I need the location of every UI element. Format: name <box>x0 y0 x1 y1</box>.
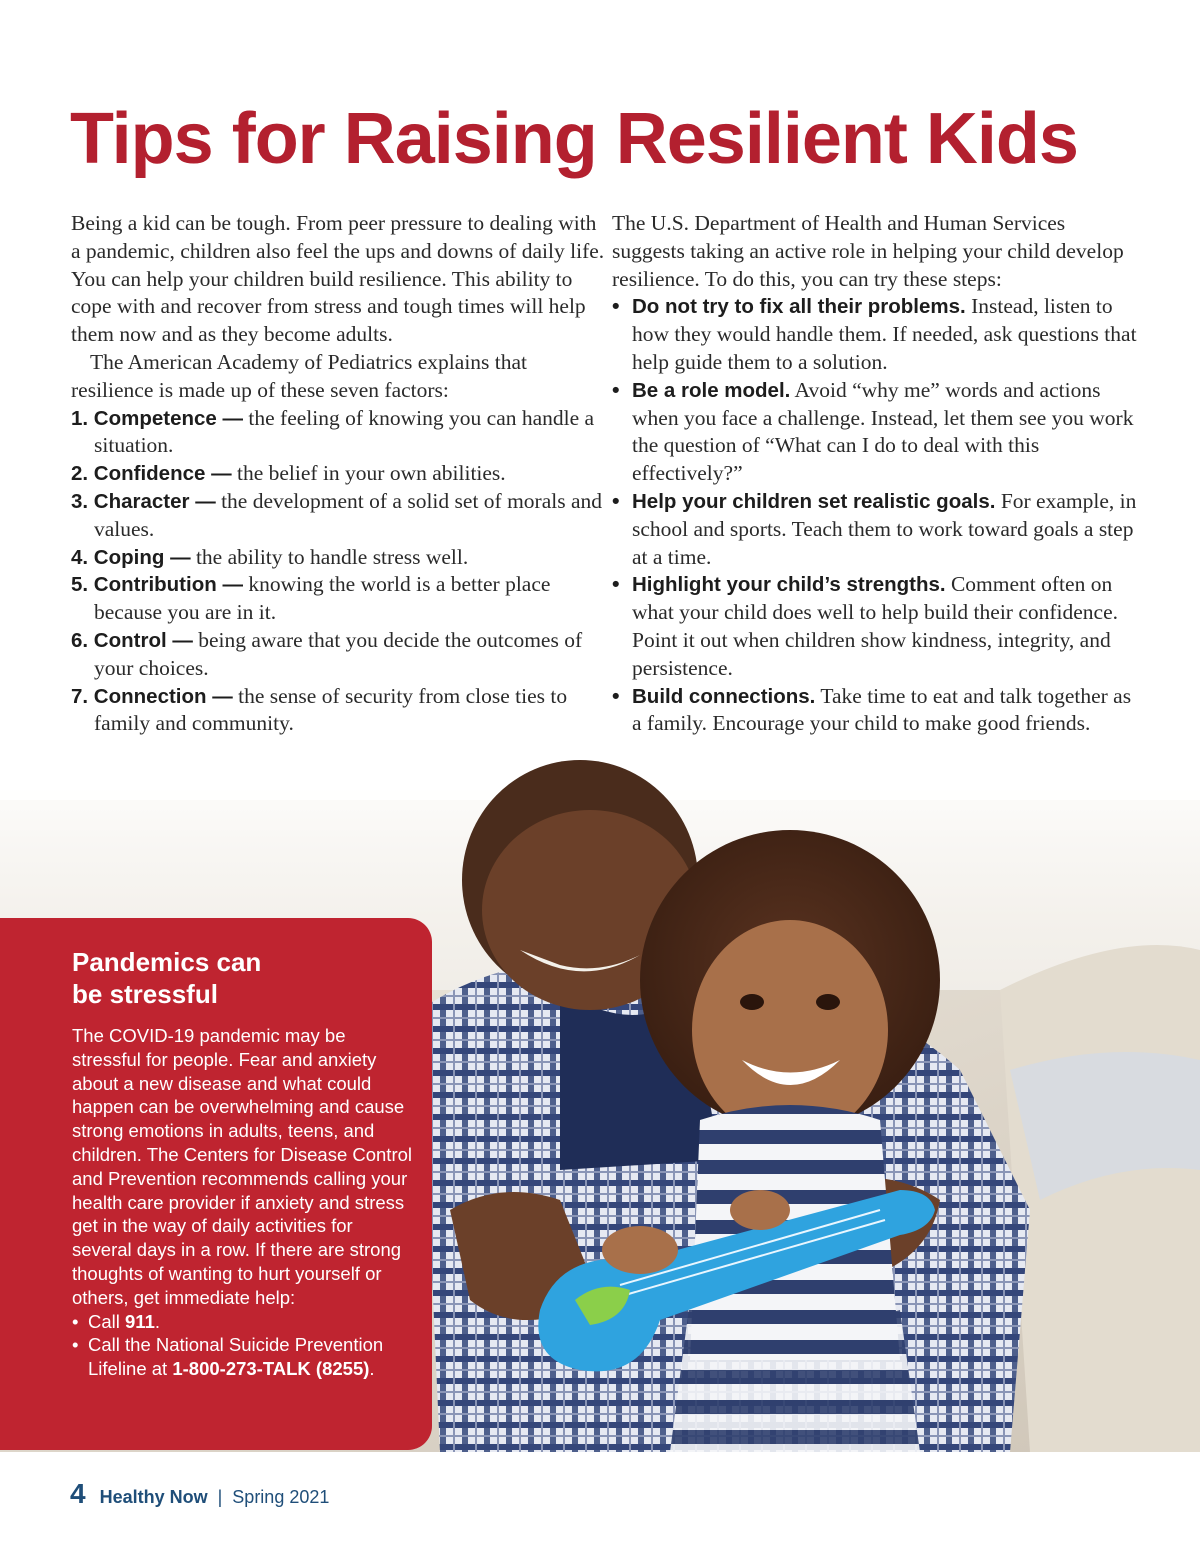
page-title: Tips for Raising Resilient Kids <box>70 99 1078 179</box>
step-text: Instead, listen to how they would handle them. If needed, ask questions that help guide them to a solution. <box>632 294 1137 374</box>
pandemic-sidebar <box>0 918 432 1450</box>
bullet-icon: • <box>72 1334 79 1356</box>
help-item <box>72 1310 412 1334</box>
step-label: Highlight your child’s strengths. <box>632 573 946 597</box>
steps-intro: The U.S. Department of Health and Human Services suggests taking an active role in helping your child develop resilience. To do this, you can try these steps: <box>612 211 1124 291</box>
step-text: Avoid “why me” words and actions when you face a challenge. Instead, let them see you work the question of “What can I do to deal with this effectively?” <box>632 377 1134 486</box>
factor-text: the development of a solid set of morals and values. <box>94 488 603 541</box>
factor-item <box>71 544 606 572</box>
right-column <box>612 210 1142 794</box>
left-column <box>71 210 606 738</box>
issue-date: Spring 2021 <box>232 1487 330 1507</box>
sidebar-heading-line1: Pandemics can <box>72 947 262 977</box>
sidebar-heading <box>72 946 412 1010</box>
emergency-number: 911 <box>125 1310 155 1332</box>
help-item-prefix: Call the National Suicide Prevention Lifeline at <box>88 1334 384 1380</box>
bullet-icon: • <box>72 1310 79 1332</box>
sidebar-body: The COVID-19 pandemic may be stressful for people. Fear and anxiety about a new disease and what could happen can be overwhelming and cause strong emotions in adults, teens, and children. The Centers for Disease Control and Prevention recommends calling your health care provider if anxiety and stress get in the way of daily activities for several days in a row. If there are strong thoughts of wanting to hurt yourself or others, get immediate help: <box>72 1025 413 1308</box>
factor-label: 3. Character — <box>71 489 216 513</box>
step-text: For example, in school and sports. Teach them to work toward goals a step at a time. <box>632 488 1137 569</box>
step-label: Help your children set realistic goals. <box>632 489 996 513</box>
page-number: 4 <box>70 1478 86 1509</box>
step-label: Be a role model. <box>632 378 791 402</box>
factor-label: 2. Confidence — <box>71 462 232 486</box>
step-item <box>612 571 1142 682</box>
step-item <box>612 488 1142 571</box>
factor-text: the feeling of knowing you can handle a situation. <box>94 405 595 458</box>
intro-paragraph: Being a kid can be tough. From peer pressure to dealing with a pandemic, children also feel the ups and downs of daily life. You can help your children build resilience. This ability to cope with and recover from stress and tough times will help them now and as they become adults. <box>71 211 605 347</box>
factor-text: being aware that you decide the outcomes of your choices. <box>94 627 583 680</box>
factor-text: the ability to handle stress well. <box>190 544 469 569</box>
factor-item <box>71 571 606 627</box>
help-item <box>72 1333 412 1381</box>
bullet-icon: • <box>612 377 620 402</box>
factor-item <box>71 460 606 488</box>
steps-list <box>612 293 1142 793</box>
factor-text: knowing the world is a better place because you are in it. <box>94 572 551 625</box>
factor-label: 4. Coping — <box>71 545 191 569</box>
factor-label: 6. Control — <box>71 628 193 652</box>
step-text: Comment often on what your child does well to help build their confidence. Point it out when children show kindness, integrity, and persistence. <box>632 572 1119 680</box>
factor-item <box>71 627 606 683</box>
page-footer <box>70 1478 329 1510</box>
bullet-icon: • <box>612 294 620 319</box>
factor-item <box>71 488 606 544</box>
factor-text: the belief in your own abilities. <box>231 461 506 486</box>
sidebar-heading-line2: be stressful <box>72 979 218 1009</box>
step-item <box>612 293 1142 376</box>
lifeline-number: 1-800-273-TALK (8255) <box>172 1358 370 1380</box>
help-item-suffix: . <box>154 1310 161 1332</box>
bullet-icon: • <box>612 488 620 513</box>
factor-label: 7. Connection — <box>71 684 233 708</box>
factor-item <box>71 405 606 461</box>
step-label: Do not try to fix all their problems. <box>632 295 966 319</box>
factor-item <box>71 683 606 739</box>
help-item-prefix: Call <box>88 1310 126 1332</box>
help-list <box>72 1310 412 1381</box>
step-label: Build connections. <box>632 684 816 708</box>
publication-name: Healthy Now <box>99 1487 208 1507</box>
factors-intro: The American Academy of Pediatrics explains that resilience is made up of these seven factors: <box>71 349 528 402</box>
step-item <box>612 377 1142 488</box>
footer-separator: | <box>217 1487 223 1507</box>
bullet-icon: • <box>612 572 620 597</box>
bullet-icon: • <box>612 683 620 708</box>
factor-label: 5. Contribution — <box>71 573 243 597</box>
factors-list <box>71 405 606 739</box>
help-item-suffix: . <box>369 1358 375 1380</box>
factor-text: the sense of security from close ties to family and community. <box>94 683 568 736</box>
factor-label: 1. Competence — <box>71 406 244 430</box>
step-text: Take time to eat and talk together as a family. Encourage your child to make good friends. <box>632 683 1132 736</box>
